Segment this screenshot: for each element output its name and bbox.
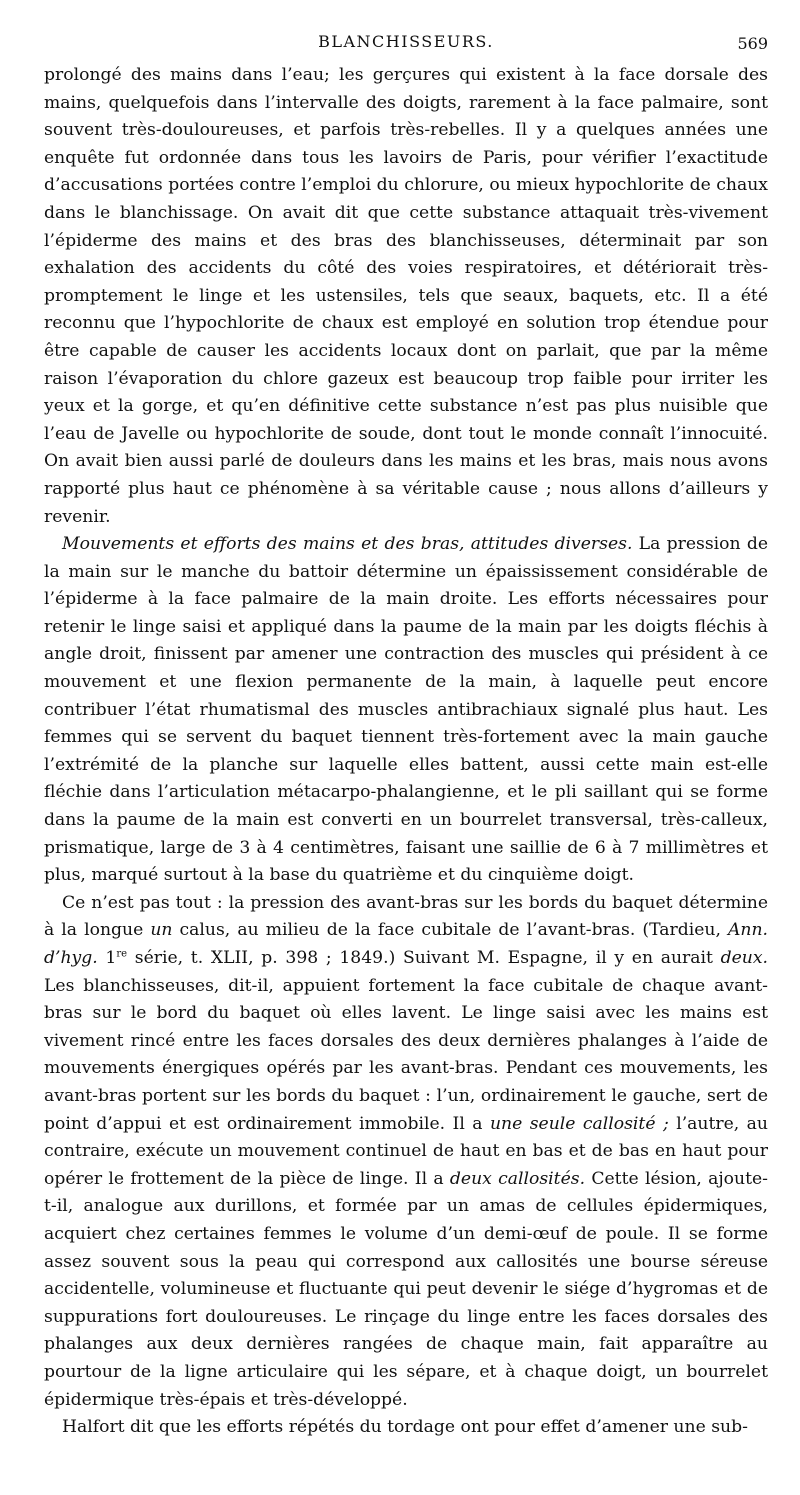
paragraph-3-text-6: l’autre, au contraire, exécute un mouvement continuel de haut en bas et de bas en haut pour opérer le frottement de la pièce de linge. Il a bbox=[44, 1113, 768, 1189]
paragraph-3-text-7: Cette lésion, ajoute-t-il, analogue aux durillons, et formée par un amas de cellules épidermiques, acquiert chez certaines femmes le volume d’un demi-œuf de poule. Il se forme assez souvent sous la peau qui correspond aux callosités une bourse séreuse accidentelle, volumineuse et fluctuante qui peut devenir le siége d’hygromas et de suppurations fort douloureuses. Le rinçage du linge entre les faces dorsales des phalanges aux deux dernières rangées de chaque main, fait apparaître au pourtour de la ligne articulaire qui les sépare, et à chaque doigt, un bourrelet épidermique très-épais et très-développé. bbox=[44, 1168, 768, 1410]
paragraph-1: prolongé des mains dans l’eau; les gerçures qui existent à la face dorsale des mains, quelquefois dans l’intervalle des doigts, rarement à la face palmaire, sont souvent très-douloureuses, et parfois très-rebelles. Il y a quelques années une enquête fut ordonnée dans tous les lavoirs de Paris, pour vérifier l’exactitude d’accusations portées contre l’emploi du chlorure, ou mieux hypochlorite de chaux dans le blanchissage. On avait dit que cette substance attaquait très-vivement l’épiderme des mains et des bras des blanchisseuses, déterminait par son exhalation des accidents du côté des voies respiratoires, et détériorait très-promptement le linge et les ustensiles, tels que seaux, baquets, etc. Il a été reconnu que l’hypochlorite de chaux est employé en solution trop étendue pour être capable de causer les accidents locaux dont on parlait, que par la même raison l’évaporation du chlore gazeux est beaucoup trop faible pour irriter les yeux et la gorge, et qu’en définitive cette substance n’est pas plus nuisible que l’eau de Javelle ou hypochlorite de soude, dont tout le monde connaît l’innocuité. On avait bien aussi parlé de douleurs dans les mains et les bras, mais nous avons rapporté plus haut ce phénomène à sa véritable cause ; nous allons d’ailleurs y revenir. bbox=[44, 65, 768, 527]
paragraph-3-text-1: Ce n’est pas tout : la pression des avant-bras sur les bords du baquet détermine à la longue bbox=[44, 892, 768, 941]
body-text bbox=[44, 62, 768, 1442]
emphasis-une-seule-callosite: une seule callosité ; bbox=[489, 1113, 669, 1134]
paragraph-3 bbox=[44, 890, 768, 1414]
paragraph-3-text-4: série, t. XLII, p. 398 ; 1849.) Suivant M. Espagne, il y en aurait bbox=[127, 948, 721, 968]
superscript-re: re bbox=[116, 948, 128, 960]
emphasis-deux-callosites: deux callosités. bbox=[449, 1168, 586, 1189]
citation-journal: Ann. d’hyg. bbox=[44, 920, 768, 968]
page-number: 569 bbox=[737, 34, 768, 53]
running-head bbox=[44, 30, 768, 58]
section-heading-italic: Mouvements et efforts des mains et des bras, attitudes diverses. bbox=[62, 534, 633, 555]
paragraph-3-text-5: Les blanchisseuses, dit-il, appuient fortement la face cubitale de chaque avant-bras sur le bord du baquet où elles lavent. Le linge saisi avec les mains est vivement rincé entre les faces dorsales des deux dernières phalanges à l’aide de mouvements énergiques opérés par les avant-bras. Pendant ces mouvements, les avant-bras portent sur les bords du baquet : l’un, ordinairement le gauche, sert de point d’appui et est ordinairement immobile. Il a bbox=[44, 975, 768, 1134]
paragraph-2 bbox=[44, 531, 768, 890]
paragraph-4: Halfort dit que les efforts répétés du tordage ont pour effet d’amener une sub- bbox=[62, 1417, 748, 1438]
emphasis-deux: deux. bbox=[720, 948, 768, 968]
paragraph-3-text-2: calus, au milieu de la face cubitale de l’avant-bras. (Tardieu, bbox=[172, 920, 728, 941]
emphasis-un: un bbox=[150, 920, 173, 941]
paragraph-3-text-3: 1 bbox=[97, 948, 117, 968]
paragraph-2-text: La pression de la main sur le manche du battoir détermine un épaississement considérable de l’épiderme à la face palmaire de la main droite. Les efforts nécessaires pour retenir le linge saisi et appliqué dans la paume de la main par les doigts fléchis à angle droit, finissent par amener une contraction des muscles qui président à ce mouvement et une flexion permanente de la main, à laquelle peut encore contribuer l’état rhumatismal des muscles antibrachiaux signalé plus haut. Les femmes qui se servent du baquet tiennent très-fortement avec la main gauche l’extrémité de la planche sur laquelle elles battent, aussi cette main est-elle fléchie dans l’articulation métacarpo-phalangienne, et le pli saillant qui se forme dans la paume de la main est converti en un bourrelet transversal, très-calleux, prismatique, large de 3 à 4 centimètres, faisant une saillie de 6 à 7 millimètres et plus, marqué surtout à la base du quatrième et du cinquième doigt. bbox=[44, 534, 768, 886]
running-title: BLANCHISSEURS. bbox=[318, 32, 494, 51]
